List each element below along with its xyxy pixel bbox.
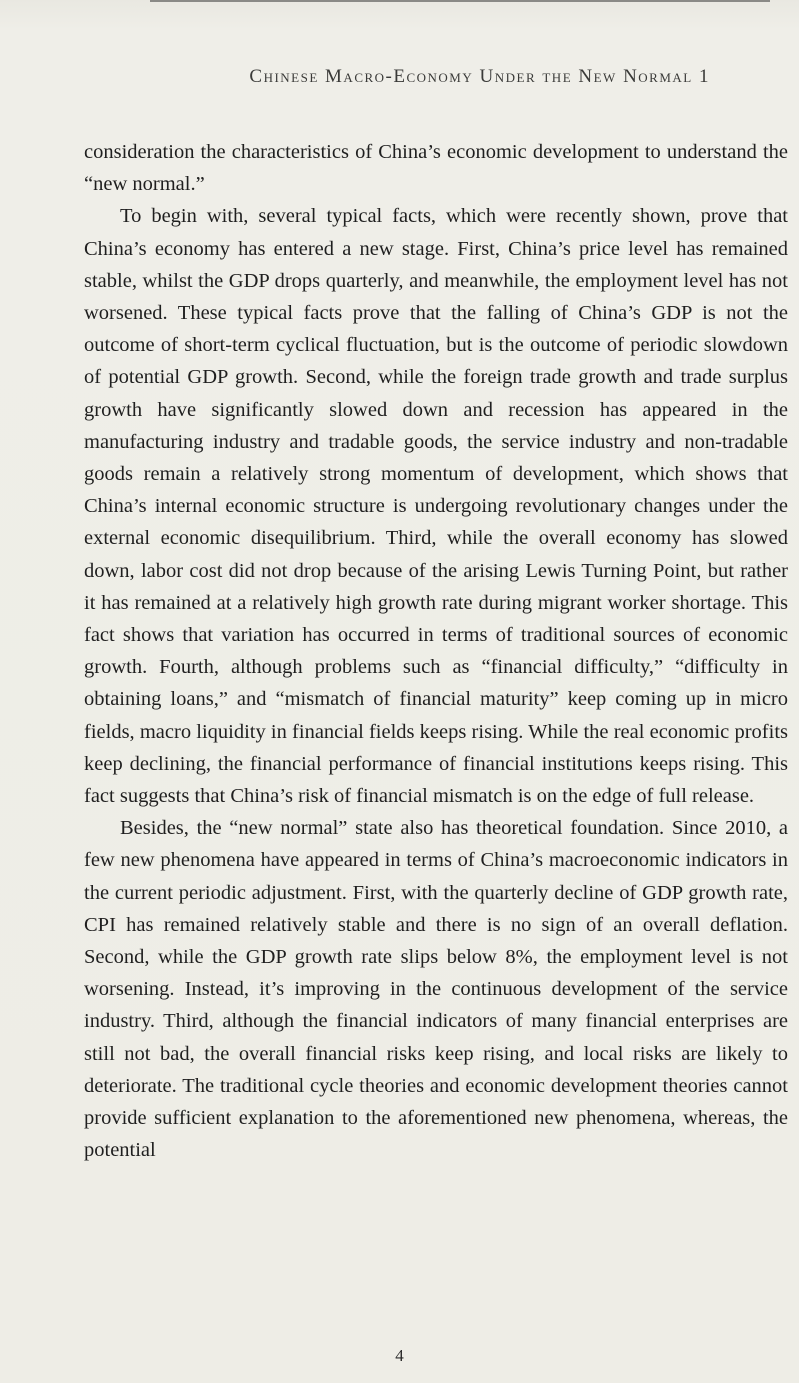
page-number: 4 — [395, 1346, 404, 1365]
paragraph-theoretical-foundation: Besides, the “new normal” state also has theoretical foundation. Since 2010, a few new phenomena have appeared in terms of China’s macroeconomic indicators in the current periodic adjustment. First, with the quarterly decline of GDP growth rate, CPI has remained relatively stable and there is no sign of an overall deflation. Second, while the GDP growth rate slips below 8%, the employment level is not worsening. Instead, it’s improving in the continuous development of the service industry. Third, although the financial indicators of many financial enterprises are still not bad, the overall financial risks keep rising, and local risks are likely to deteriorate. The traditional cycle theories and economic development theories cannot provide sufficient explanation to the aforementioned new phenomena, whereas, the potential — [84, 817, 788, 1162]
paragraph-typical-facts: To begin with, several typical facts, which were recently shown, prove that China’s economy has entered a new stage. First, China’s price level has remained stable, whilst the GDP drops quarterly, and meanwhile, the employment level has not worsened. These typical facts prove that the falling of China’s GDP is not the outcome of short-term cyclical fluctuation, but is the outcome of periodic slowdown of potential GDP growth. Second, while the foreign trade growth and trade surplus growth have significantly slowed down and recession has appeared in the manufacturing industry and tradable goods, the service industry and non-tradable goods remain a relatively strong momentum of development, which shows that China’s internal economic structure is undergoing revolutionary changes under the external economic disequilibrium. Third, while the overall economy has slowed down, labor cost did not drop because of the arising Lewis Turning Point, but rather it has remained at a relatively high growth rate during migrant worker shortage. This fact shows that variation has occurred in terms of traditional sources of economic growth. Fourth, although problems such as “financial difficulty,” “difficulty in obtaining loans,” and “mismatch of financial maturity” keep coming up in micro fields, macro liquidity in financial fields keeps rising. While the real economic profits keep declining, the financial performance of financial institutions keeps rising. This fact suggests that China’s risk of financial mismatch is on the edge of full release. — [84, 205, 788, 808]
running-head: Chinese Macro-Economy Under the New Normal 1 — [249, 66, 710, 87]
top-edge-rule — [150, 0, 770, 2]
body-text — [84, 136, 788, 1167]
paragraph-continued: consideration the characteristics of China’s economic development to understand the “new normal.” — [84, 141, 788, 196]
